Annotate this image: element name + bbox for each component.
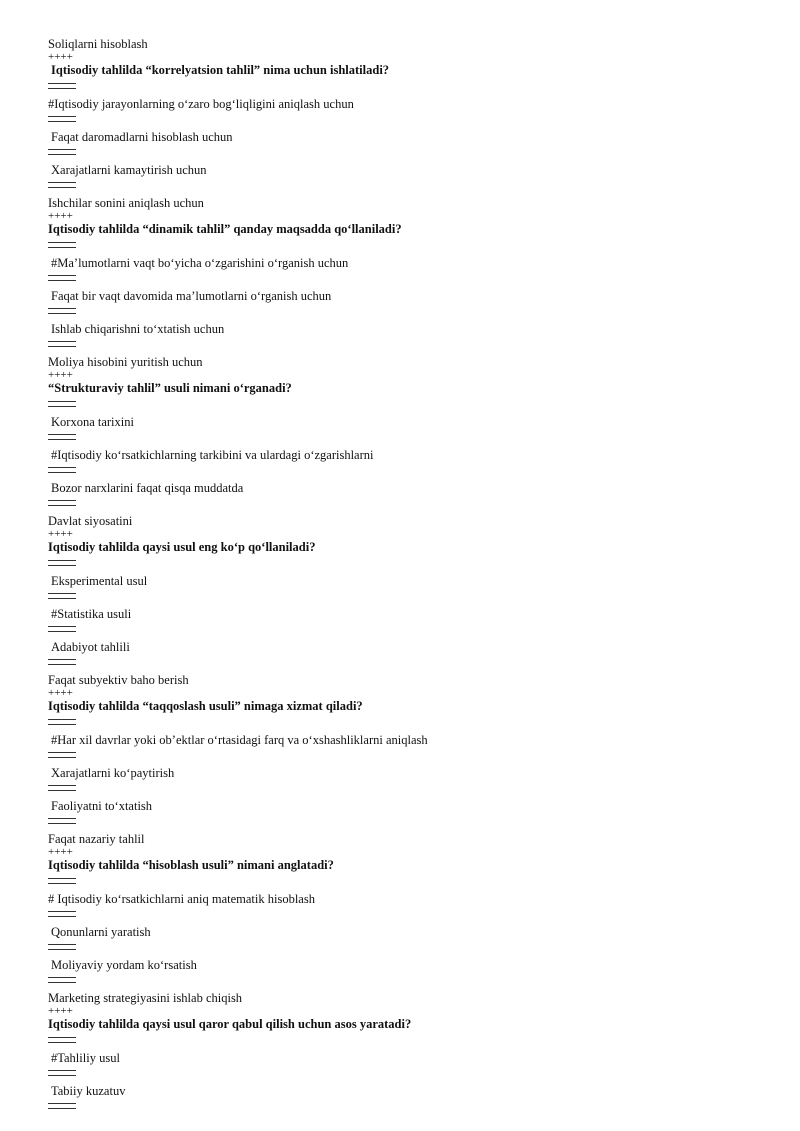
answer-line: Adabiyot tahlili: [51, 640, 130, 654]
plus-marker: ++++: [48, 1005, 73, 1017]
answer-line: #Ma’lumotlarni vaqt bo‘yicha o‘zgarishini o‘rganish uchun: [51, 256, 349, 270]
answer-line: Korxona tarixini: [51, 415, 134, 429]
separator: [48, 341, 76, 347]
separator: [48, 977, 76, 983]
separator: [48, 434, 76, 440]
separator: [48, 1037, 76, 1043]
question-heading: Iqtisodiy tahlilda “hisoblash usuli” nimani anglatadi?: [48, 858, 334, 872]
separator: [48, 242, 76, 248]
answer-line: Davlat siyosatini: [48, 514, 133, 528]
separator: [48, 1070, 76, 1076]
separator: [48, 752, 76, 758]
answer-line: Xarajatlarni kamaytirish uchun: [51, 163, 207, 177]
plus-marker: ++++: [48, 528, 73, 540]
plus-marker: ++++: [48, 687, 73, 699]
separator: [48, 878, 76, 884]
question-heading: Iqtisodiy tahlilda qaysi usul eng ko‘p qo‘llaniladi?: [48, 540, 316, 554]
separator: [48, 626, 76, 632]
separator: [48, 818, 76, 824]
question-heading: Iqtisodiy tahlilda “korrelyatsion tahlil” nima uchun ishlatiladi?: [51, 63, 390, 77]
question-heading: Iqtisodiy tahlilda “dinamik tahlil” qanday maqsadda qo‘llaniladi?: [48, 222, 402, 236]
separator: [48, 149, 76, 155]
separator: [48, 467, 76, 473]
question-heading: Iqtisodiy tahlilda “taqqoslash usuli” nimaga xizmat qiladi?: [48, 699, 363, 713]
question-heading: “Strukturaviy tahlil” usuli nimani o‘rganadi?: [48, 381, 292, 395]
answer-line: Faqat bir vaqt davomida ma’lumotlarni o‘rganish uchun: [51, 289, 332, 303]
separator: [48, 500, 76, 506]
plus-marker: ++++: [48, 369, 73, 381]
answer-line: Ishlab chiqarishni to‘xtatish uchun: [51, 322, 225, 336]
plus-marker: ++++: [48, 51, 73, 63]
plus-marker: ++++: [48, 210, 73, 222]
answer-line: #Har xil davrlar yoki ob’ektlar o‘rtasidagi farq va o‘xshashliklarni aniqlash: [51, 733, 428, 747]
separator: [48, 659, 76, 665]
separator: [48, 116, 76, 122]
answer-line: #Iqtisodiy ko‘rsatkichlarning tarkibini va ulardagi o‘zgarishlarni: [51, 448, 374, 462]
answer-line: Eksperimental usul: [51, 574, 148, 588]
separator: [48, 593, 76, 599]
answer-line: #Iqtisodiy jarayonlarning o‘zaro bog‘liqligini aniqlash uchun: [48, 97, 354, 111]
separator: [48, 911, 76, 917]
plus-marker: ++++: [48, 846, 73, 858]
answer-line: #Statistika usuli: [51, 607, 132, 621]
separator: [48, 401, 76, 407]
answer-line: Bozor narxlarini faqat qisqa muddatda: [51, 481, 244, 495]
answer-line: Xarajatlarni ko‘paytirish: [51, 766, 175, 780]
answer-line: Faqat nazariy tahlil: [48, 832, 145, 846]
answer-line: Qonunlarni yaratish: [51, 925, 151, 939]
answer-line: Tabiiy kuzatuv: [51, 1084, 126, 1098]
document-page: [48, 37, 768, 1117]
separator: [48, 785, 76, 791]
answer-line: Marketing strategiyasini ishlab chiqish: [48, 991, 243, 1005]
separator: [48, 560, 76, 566]
separator: [48, 308, 76, 314]
answer-line: # Iqtisodiy ko‘rsatkichlarni aniq matematik hisoblash: [48, 892, 315, 906]
separator: [48, 182, 76, 188]
answer-line: Ishchilar sonini aniqlash uchun: [48, 196, 204, 210]
separator: [48, 83, 76, 89]
answer-line: Faqat daromadlarni hisoblash uchun: [51, 130, 233, 144]
separator: [48, 1103, 76, 1109]
answer-line: Moliyaviy yordam ko‘rsatish: [51, 958, 197, 972]
answer-line: #Tahliliy usul: [51, 1051, 120, 1065]
answer-line: Faqat subyektiv baho berish: [48, 673, 189, 687]
separator: [48, 719, 76, 725]
answer-line: Faoliyatni to‘xtatish: [51, 799, 153, 813]
separator: [48, 944, 76, 950]
question-heading: Iqtisodiy tahlilda qaysi usul qaror qabul qilish uchun asos yaratadi?: [48, 1017, 412, 1031]
answer-line: Moliya hisobini yuritish uchun: [48, 355, 203, 369]
answer-line: Soliqlarni hisoblash: [48, 37, 148, 51]
separator: [48, 275, 76, 281]
